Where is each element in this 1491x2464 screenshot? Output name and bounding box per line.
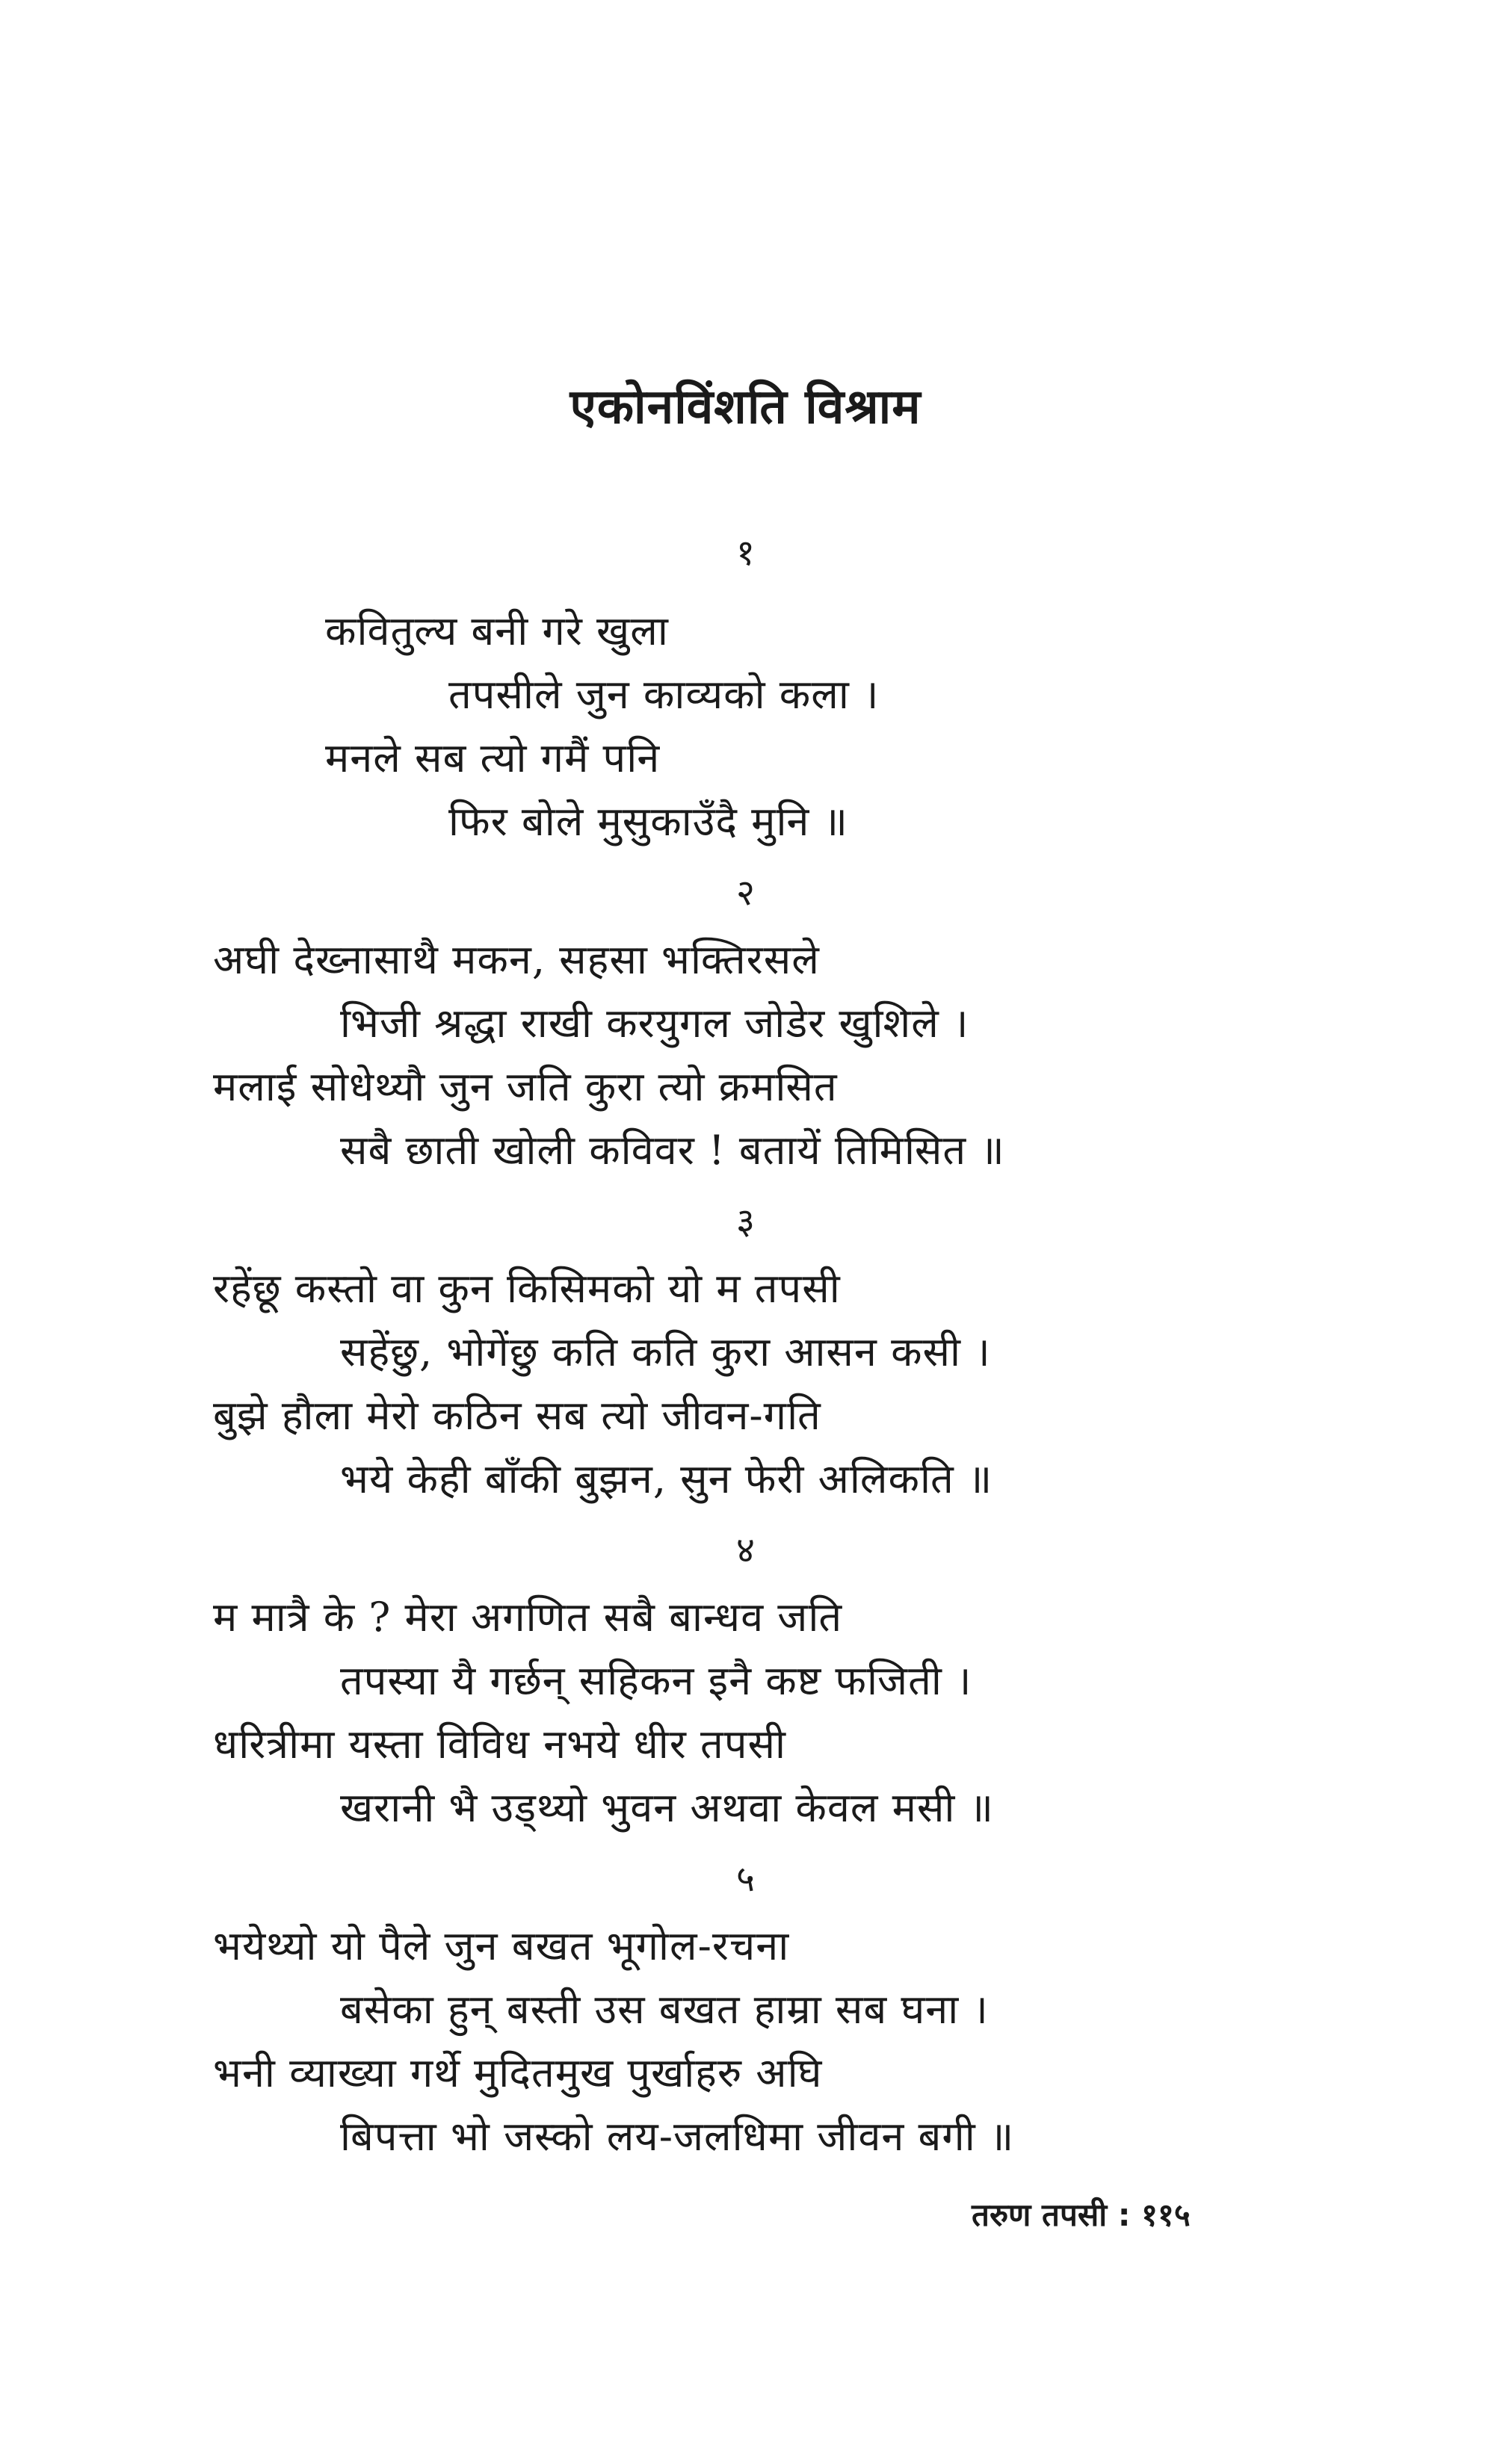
verse-line: फिर बोले मुसुकाउँदै मुनि ॥ [448,798,848,845]
verse-line: भयेथ्यो यो पैले जुन बखत भूगोल-रचना [213,1922,790,1969]
verse-line: मलाई सोधेथ्यौ जुन जति कुरा त्यो क्रमसित [213,1063,838,1110]
verse-line: तपसीले जुन काव्यको कला । [448,671,880,718]
verse-line: बसेका हुन् बस्ती उस बखत हाम्रा सब घना । [340,1986,989,2033]
verse-line: भनी व्याख्या गर्थे मुदितमुख पुर्खाहरु अघि [213,2049,823,2096]
chapter-title: एकोनविंशति विश्राम [569,380,922,435]
stanza-number: ४ [736,1529,755,1571]
verse-line: सहेंछु, भोगेंछु कति कति कुरा आसन कसी । [340,1328,991,1375]
page-footer: तरुण तपसी : ११५ [972,2197,1191,2233]
verse-line: बिपत्ता भो जस्को लय-जलधिमा जीवन बगी ॥ [340,2113,1015,2160]
verse-line: कवितुल्य बनी गरे खुला [325,607,669,654]
verse-line: मनले सब त्यो गमैं पनि [325,734,661,781]
verse-line: सबै छाती खोली कविवर ! बतायें तिमिसित ॥ [340,1127,1005,1174]
verse-line: म मात्रै के ? मेरा अगणित सबै बान्धव जति [213,1594,843,1641]
stanza-number: १ [736,532,755,574]
verse-line: तपस्या यै गर्छन् सहिकन इनै कष्ट फजिती । [340,1657,972,1704]
verse-line: खरानी भै उड्थ्यो भुवन अथवा केवल मसी ॥ [340,1784,994,1831]
verse-line: अघी देख्नासाथै मकन, सहसा भक्तिरसले [213,936,820,983]
verse-line: भये केही बाँकी बुझन, सुन फेरी अलिकति ॥ [340,1455,993,1502]
verse-line: धरित्रीमा यस्ता विविध नभये धीर तपसी [213,1721,786,1768]
stanza-number: ५ [736,1858,755,1900]
verse-line: बुझे हौला मेरो कठिन सब त्यो जीवन-गति [213,1392,821,1439]
stanza-number: ३ [736,1201,755,1242]
stanza-number: २ [736,872,755,914]
verse-line: भिजी श्रद्धा राखी करयुगल जोडेर खुशिले । [340,1000,969,1047]
verse-line: रहेंछू कस्तो वा कुन किसिमको यो म तपसी [213,1265,841,1312]
